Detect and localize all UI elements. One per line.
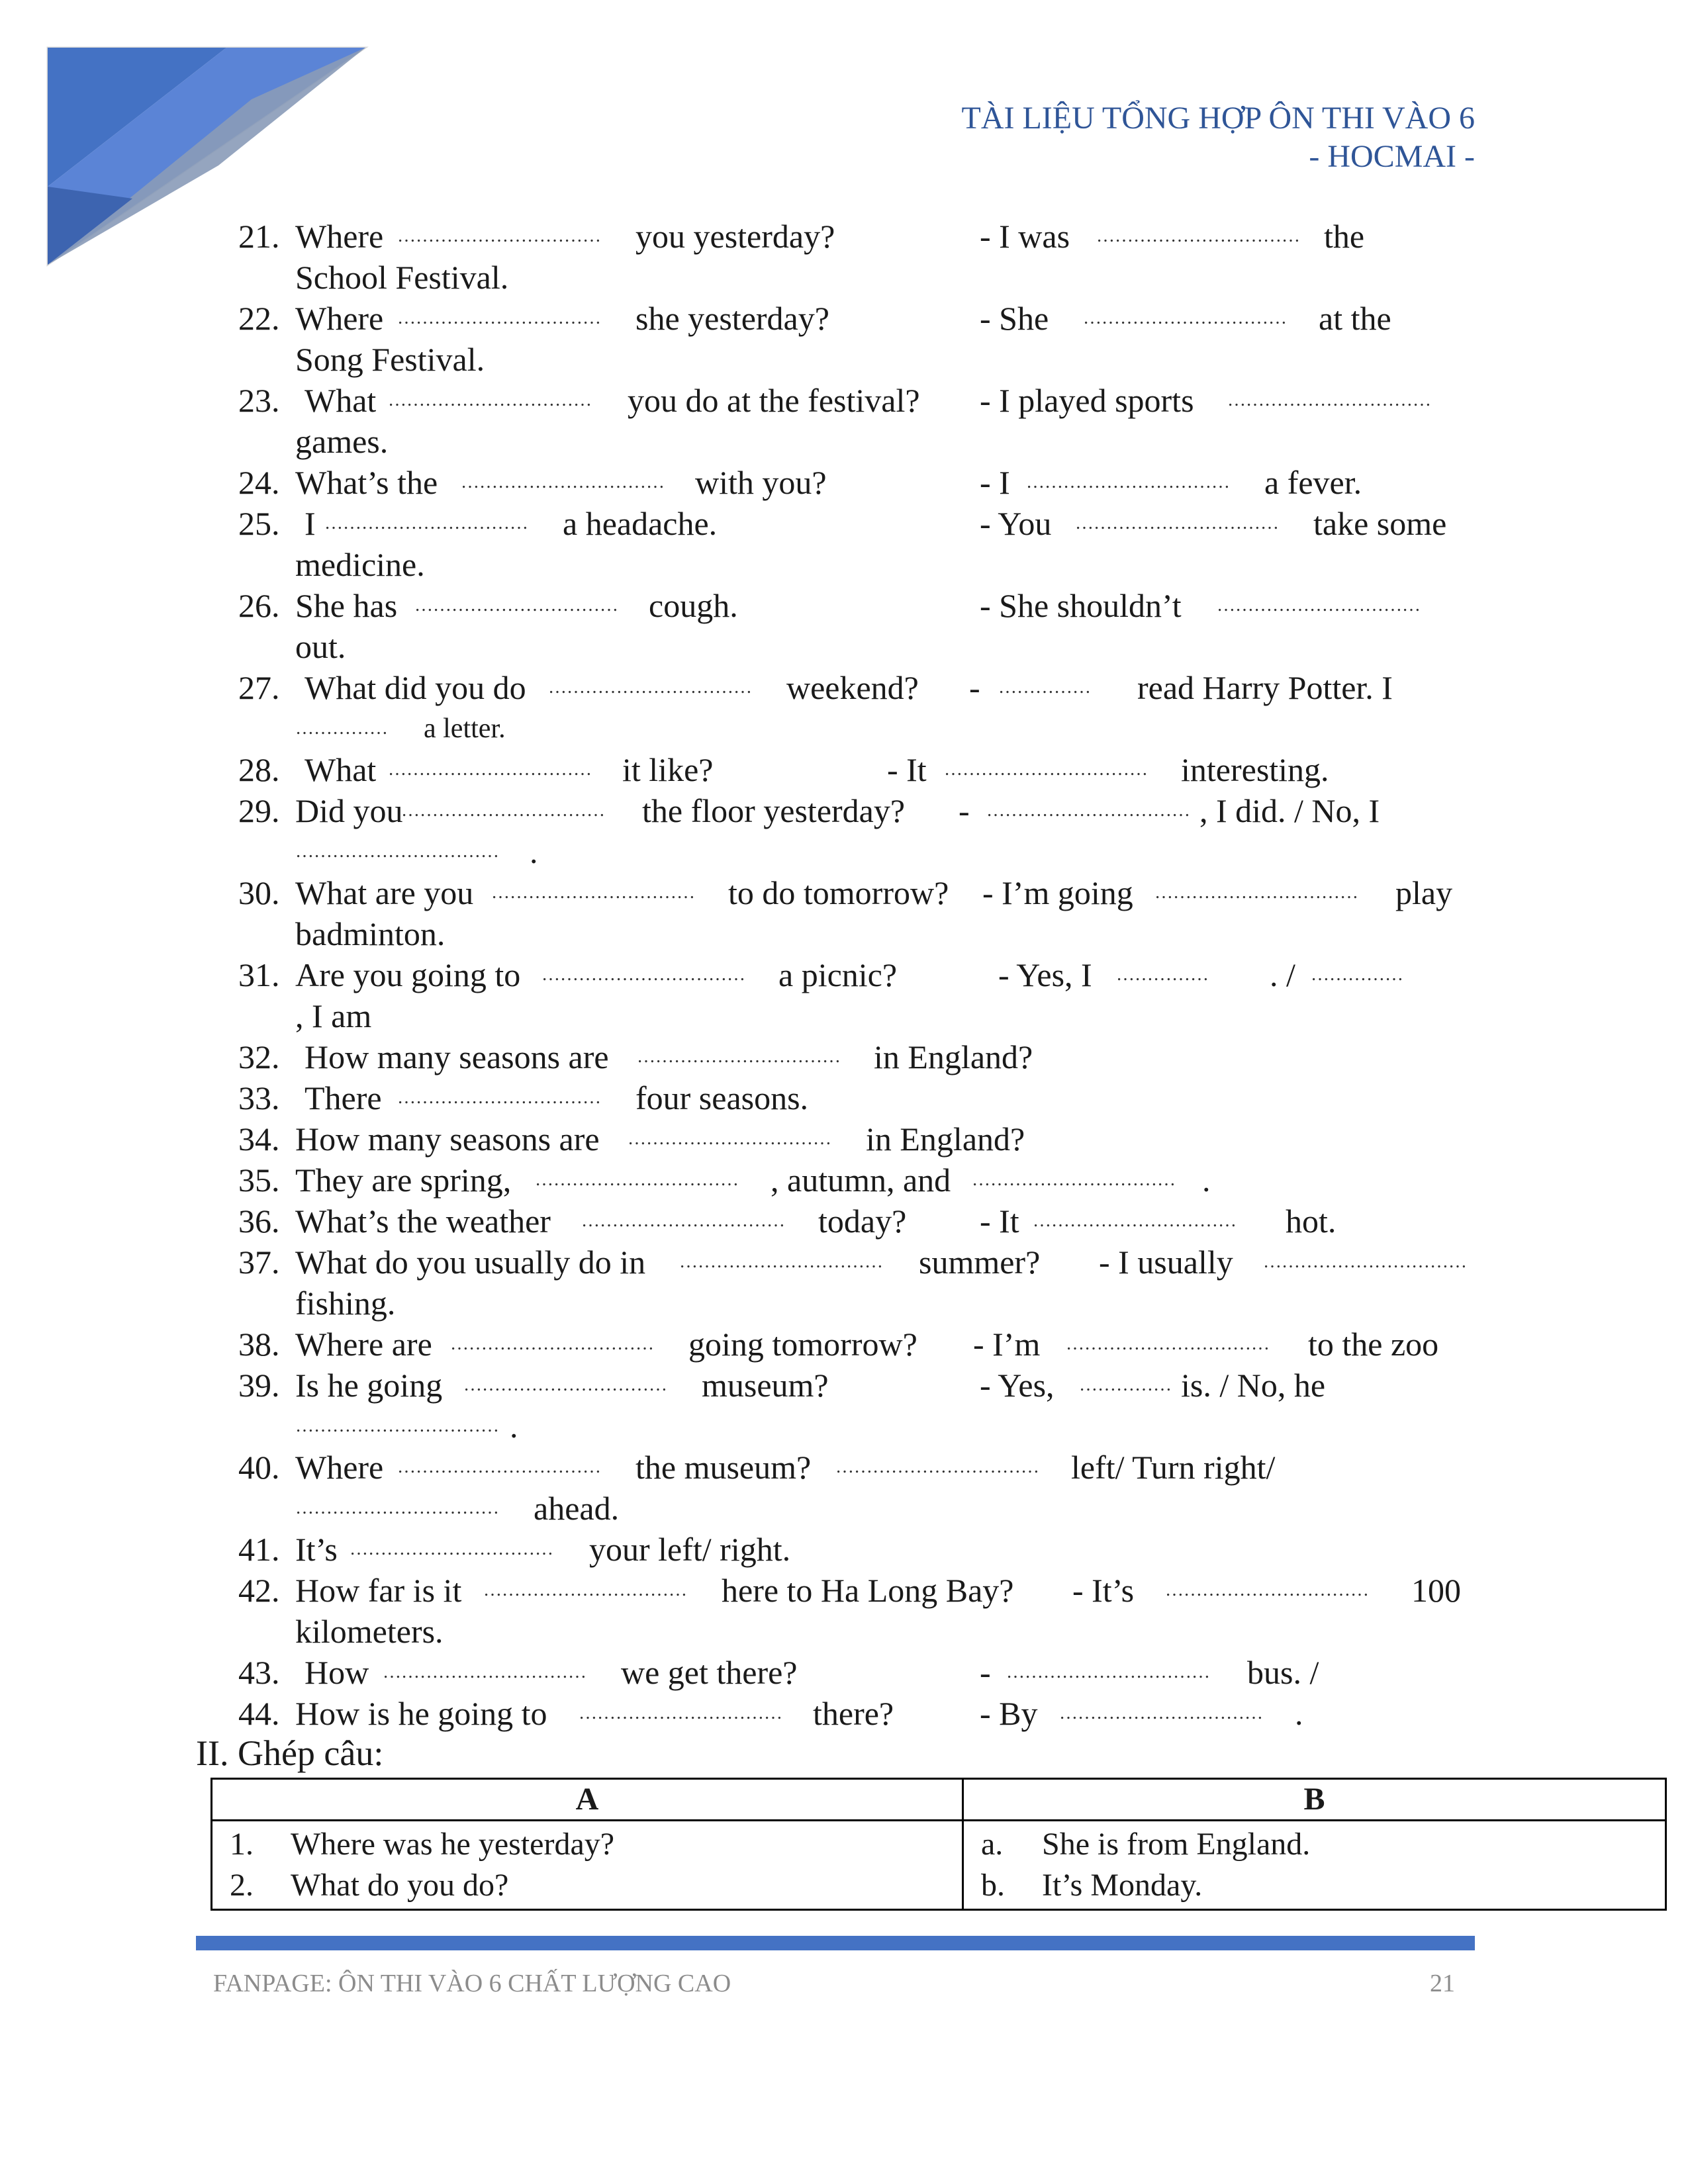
answer-text: hot. <box>1286 1203 1336 1240</box>
question-text: games. <box>295 423 389 460</box>
blank: …………………………… <box>1059 1703 1263 1723</box>
question-text: a picnic? <box>778 956 898 993</box>
answer-text: - Yes, I <box>998 956 1092 993</box>
answer-text: - You <box>980 505 1052 542</box>
question-28 <box>238 749 1470 790</box>
question-number: 41. <box>238 1531 280 1568</box>
question-34 <box>238 1118 1470 1160</box>
question-number: 25. <box>238 505 280 542</box>
question-23 <box>238 380 1470 421</box>
answer-text: - By <box>980 1695 1038 1732</box>
question-43 <box>238 1652 1470 1693</box>
blank: …………………………… <box>541 964 745 985</box>
question-text: How is he going to <box>295 1695 547 1732</box>
question-22-cont <box>238 339 1470 380</box>
question-text: your left/ right. <box>589 1531 791 1568</box>
answer-text: interesting. <box>1181 751 1329 788</box>
question-number: 34. <box>238 1120 280 1158</box>
item-number: 1. <box>230 1827 254 1862</box>
question-text: we get there? <box>621 1654 798 1691</box>
question-37-cont <box>238 1283 1470 1324</box>
question-text: How many seasons are <box>305 1038 609 1075</box>
question-31-cont <box>238 995 1470 1036</box>
header-title: TÀI LIỆU TỔNG HỢP ÔN THI VÀO 6 <box>961 101 1475 136</box>
question-number: 35. <box>238 1161 280 1199</box>
answer-text: - I’m going <box>982 874 1133 911</box>
answer-text: a letter. <box>424 713 506 744</box>
column-a-header: A <box>212 1779 963 1821</box>
item-text: She is from England. <box>1042 1827 1311 1862</box>
question-number: 23. <box>238 382 280 419</box>
blank: …………………………… <box>401 800 605 821</box>
section-2-title: II. Ghép câu: <box>196 1733 384 1773</box>
question-text: there? <box>813 1695 894 1732</box>
question-number: 32. <box>238 1038 280 1075</box>
question-29 <box>238 790 1470 831</box>
blank: …………………………… <box>491 882 695 903</box>
answer-text: - I was <box>980 218 1070 255</box>
answer-text: - It <box>980 1203 1019 1240</box>
question-text: What’s the weather <box>295 1203 551 1240</box>
blank: …………………………… <box>1066 1334 1270 1354</box>
question-35 <box>238 1160 1470 1201</box>
blank: …………………………… <box>295 1416 499 1436</box>
blank: …………… <box>295 718 388 739</box>
question-40-cont <box>238 1488 1470 1529</box>
answer-text: - <box>959 792 970 829</box>
question-36 <box>238 1201 1470 1242</box>
question-21 <box>238 216 1470 257</box>
blank: …………………………… <box>1083 308 1287 328</box>
blank: …………………………… <box>637 1046 841 1067</box>
item-text: It’s Monday. <box>1042 1868 1203 1903</box>
column-b-items <box>963 1821 1666 1910</box>
blank: …………………………… <box>835 1457 1039 1477</box>
question-text: a headache. <box>563 505 718 542</box>
answer-text: bus. / <box>1247 1654 1319 1691</box>
question-text: How many seasons are <box>295 1120 600 1158</box>
answer-text: to the zoo <box>1308 1326 1439 1363</box>
answer-text: fishing. <box>295 1285 396 1322</box>
blank: …………………………… <box>944 759 1148 780</box>
blank: …………… <box>1311 964 1403 985</box>
question-text: you yesterday? <box>635 218 835 255</box>
question-30-cont <box>238 913 1470 954</box>
blank: …………………………… <box>463 1375 667 1395</box>
answer-text: at the <box>1319 300 1391 337</box>
blank: …………………………… <box>1033 1210 1237 1231</box>
question-text: . <box>1202 1161 1211 1199</box>
answer-text: - I usually <box>1099 1244 1233 1281</box>
question-text: They are spring, <box>295 1161 512 1199</box>
blank: …………………………… <box>388 759 592 780</box>
matching-table <box>211 1778 1667 1911</box>
answer-text: . <box>510 1408 518 1445</box>
answer-text: - I played sports <box>980 382 1194 419</box>
question-text: It’s <box>295 1531 338 1568</box>
question-number: 26. <box>238 587 280 624</box>
blank: …………… <box>1079 1375 1172 1395</box>
question-33 <box>238 1077 1470 1118</box>
answer-text: ahead. <box>534 1490 620 1527</box>
question-29-cont <box>238 831 1470 872</box>
answer-text: - I <box>980 464 1010 501</box>
blank: …………………………… <box>397 1457 601 1477</box>
question-text: museum? <box>702 1367 829 1404</box>
question-37 <box>238 1242 1470 1283</box>
blank: …………………………… <box>579 1703 782 1723</box>
question-text: here to Ha Long Bay? <box>722 1572 1014 1609</box>
question-number: 27. <box>238 669 280 706</box>
question-39 <box>238 1365 1470 1406</box>
question-text: Where <box>295 1449 384 1486</box>
answer-text: . <box>530 833 538 870</box>
blank: …………………………… <box>535 1169 739 1190</box>
question-text: Is he going <box>295 1367 443 1404</box>
question-text: cough. <box>649 587 738 624</box>
question-text: Did you <box>295 792 403 829</box>
column-b-header: B <box>963 1779 1666 1821</box>
blank: …………………………… <box>1096 226 1300 246</box>
footer-fanpage: FANPAGE: ÔN THI VÀO 6 CHẤT LƯỢNG CAO <box>213 1970 731 1997</box>
question-41 <box>238 1529 1470 1570</box>
question-32 <box>238 1036 1470 1077</box>
item-text: What do you do? <box>291 1868 509 1903</box>
question-22 <box>238 298 1470 339</box>
question-27-cont <box>238 708 1470 749</box>
question-27 <box>238 667 1470 708</box>
question-text: you do at the festival? <box>628 382 920 419</box>
blank: …………………………… <box>1154 882 1358 903</box>
question-number: 40. <box>238 1449 280 1486</box>
question-number: 29. <box>238 792 280 829</box>
blank: …………………………… <box>972 1169 1176 1190</box>
question-text: Where <box>295 218 384 255</box>
question-40 <box>238 1447 1470 1488</box>
list-item <box>230 1824 945 1865</box>
question-text: What <box>305 751 377 788</box>
question-31 <box>238 954 1470 995</box>
question-number: 24. <box>238 464 280 501</box>
question-21-cont <box>238 257 1470 298</box>
blank: …………………………… <box>1075 513 1279 533</box>
answer-text: - It <box>887 751 927 788</box>
blank: …………………………… <box>397 1087 601 1108</box>
header-subtitle: - HOCMAI - <box>1309 139 1475 174</box>
answer-text: , I am <box>295 997 372 1034</box>
answer-text: 100 <box>1411 1572 1461 1609</box>
question-text: What do you usually do in <box>295 1244 646 1281</box>
question-44 <box>238 1693 1470 1734</box>
blank: …………………………… <box>397 308 601 328</box>
item-text: Where was he yesterday? <box>291 1827 615 1862</box>
answer-text: - She shouldn’t <box>980 587 1182 624</box>
blank: …………………………… <box>679 1251 883 1272</box>
blank: …………………………… <box>450 1334 654 1354</box>
answer-text: take some <box>1313 505 1447 542</box>
answer-text: - It’s <box>1072 1572 1135 1609</box>
question-text: in England? <box>874 1038 1033 1075</box>
page-number: 21 <box>1430 1970 1455 1997</box>
question-text: How <box>305 1654 369 1691</box>
question-number: 33. <box>238 1079 280 1116</box>
answer-text: left/ Turn right/ <box>1071 1449 1276 1486</box>
item-number: a. <box>981 1827 1004 1862</box>
answer-text: a fever. <box>1264 464 1362 501</box>
question-number: 39. <box>238 1367 280 1404</box>
blank: …………………………… <box>1227 390 1431 410</box>
question-number: 43. <box>238 1654 280 1691</box>
question-text: in England? <box>866 1120 1025 1158</box>
answer-text: . / <box>1270 956 1295 993</box>
question-text: What are you <box>295 874 474 911</box>
blank: …………………………… <box>388 390 592 410</box>
question-26 <box>238 585 1470 626</box>
question-text: today? <box>818 1203 907 1240</box>
question-text: to do tomorrow? <box>728 874 949 911</box>
blank: …………………………… <box>483 1580 687 1600</box>
blank: …………………………… <box>414 595 618 615</box>
question-text: What <box>305 382 377 419</box>
question-25-cont <box>238 544 1470 585</box>
item-number: b. <box>981 1868 1005 1903</box>
question-number: 44. <box>238 1695 280 1732</box>
question-text: with you? <box>695 464 827 501</box>
blank: …………………………… <box>397 226 601 246</box>
question-text: it like? <box>622 751 714 788</box>
question-number: 37. <box>238 1244 280 1281</box>
question-number: 21. <box>238 218 280 255</box>
question-number: 38. <box>238 1326 280 1363</box>
answer-text: , I did. / No, I <box>1199 792 1380 829</box>
question-text: Are you going to <box>295 956 521 993</box>
question-39-cont <box>238 1406 1470 1447</box>
question-text: I <box>305 505 316 542</box>
answer-text: kilometers. <box>295 1613 444 1650</box>
list-item <box>230 1865 945 1906</box>
document-header <box>962 99 1476 176</box>
question-text: weekend? <box>786 669 919 706</box>
question-23-cont <box>238 421 1470 462</box>
answer-text: - Yes, <box>980 1367 1055 1404</box>
blank: …………………………… <box>324 513 528 533</box>
footer-divider <box>196 1936 1475 1950</box>
blank: …………………………… <box>986 800 1190 821</box>
question-text: medicine. <box>295 546 425 583</box>
blank: …………………………… <box>295 841 499 862</box>
answer-text: - <box>980 1654 991 1691</box>
question-number: 31. <box>238 956 280 993</box>
blank: …………………………… <box>1165 1580 1369 1600</box>
question-text: badminton. <box>295 915 445 952</box>
question-42-cont <box>238 1611 1470 1652</box>
list-item <box>981 1865 1648 1906</box>
question-25 <box>238 503 1470 544</box>
answer-text: - I’m <box>973 1326 1041 1363</box>
question-text: , autumn, and <box>771 1161 951 1199</box>
question-text: summer? <box>919 1244 1041 1281</box>
blank: …………………………… <box>1026 472 1230 492</box>
blank: …………………………… <box>581 1210 785 1231</box>
list-item <box>981 1824 1648 1865</box>
column-a-items <box>212 1821 963 1910</box>
question-text: Where <box>295 300 384 337</box>
question-text: What’s the <box>295 464 438 501</box>
question-text: How far is it <box>295 1572 462 1609</box>
question-text: out. <box>295 628 346 665</box>
question-text: four seasons. <box>635 1079 809 1116</box>
item-number: 2. <box>230 1868 254 1903</box>
answer-text: the <box>1324 218 1365 255</box>
question-text: There <box>305 1079 382 1116</box>
question-24 <box>238 462 1470 503</box>
question-text: going tomorrow? <box>688 1326 917 1363</box>
question-30 <box>238 872 1470 913</box>
question-text: She has <box>295 587 398 624</box>
question-number: 22. <box>238 300 280 337</box>
question-38 <box>238 1324 1470 1365</box>
question-number: 36. <box>238 1203 280 1240</box>
blank: …………………………… <box>295 1498 499 1518</box>
question-text: she yesterday? <box>635 300 829 337</box>
question-number: 28. <box>238 751 280 788</box>
blank: …………………………… <box>461 472 665 492</box>
blank: …………………………… <box>350 1539 553 1559</box>
answer-text: . <box>1295 1695 1303 1732</box>
question-number: 42. <box>238 1572 280 1609</box>
answer-text: - <box>969 669 980 706</box>
question-text: School Festival. <box>295 259 509 296</box>
question-list <box>238 216 1470 1734</box>
question-text: What did you do <box>305 669 526 706</box>
blank: …………… <box>1116 964 1209 985</box>
blank: …………………………… <box>628 1128 831 1149</box>
question-42 <box>238 1570 1470 1611</box>
blank: …………… <box>998 677 1091 698</box>
question-26-cont <box>238 626 1470 667</box>
question-text: the floor yesterday? <box>642 792 906 829</box>
blank: …………………………… <box>383 1662 586 1682</box>
question-text: Where are <box>295 1326 432 1363</box>
answer-text: - She <box>980 300 1049 337</box>
blank: …………………………… <box>1217 595 1421 615</box>
blank: …………………………… <box>548 677 752 698</box>
question-text: the museum? <box>635 1449 812 1486</box>
answer-text: play <box>1395 874 1453 911</box>
blank: …………………………… <box>1006 1662 1210 1682</box>
answer-text: read Harry Potter. I <box>1137 669 1393 706</box>
question-text: Song Festival. <box>295 341 485 378</box>
answer-text: is. / No, he <box>1181 1367 1326 1404</box>
question-number: 30. <box>238 874 280 911</box>
blank: …………………………… <box>1263 1251 1467 1272</box>
